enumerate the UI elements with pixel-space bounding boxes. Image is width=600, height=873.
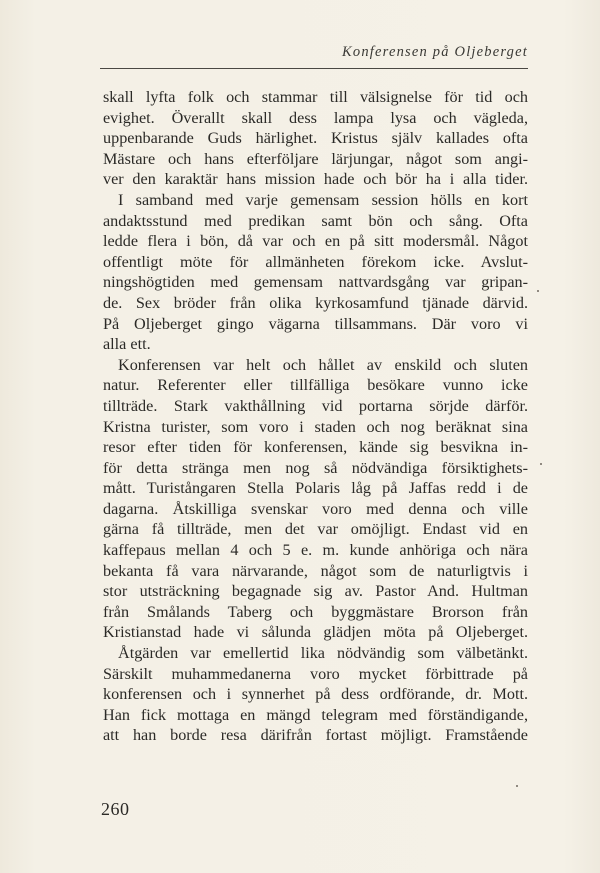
text-line: konferensen och i synnerhet på dess ordförande, dr. Mott. xyxy=(103,685,528,704)
body-text xyxy=(103,87,528,746)
margin-speck xyxy=(516,785,518,787)
text-line: Särskilt muhammedanerna voro mycket förbittrade på xyxy=(103,664,528,683)
page-number: 260 xyxy=(101,799,130,819)
text-line: offentligt möte för allmänheten förekom icke. Avslut- xyxy=(103,252,528,271)
text-line: från Smålands Taberg och byggmästare Brorson från xyxy=(103,602,528,621)
running-head-title: Konferensen på Oljeberget xyxy=(342,44,528,60)
text-line: uppenbarande Guds härlighet. Kristus själv kallades ofta xyxy=(103,129,528,148)
text-line: alla ett. xyxy=(103,335,151,354)
text-line: tillträde. Stark vakthållning vid portarna sörjde därför. xyxy=(103,396,528,415)
text-line: ningshögtiden med gemensam nattvardsgång var gripan- xyxy=(103,273,528,292)
text-line: Kristianstad hade vi sålunda glädjen möta på Oljeberget. xyxy=(103,623,528,642)
text-line: Kristna turister, som voro i staden och nog beräknat sina xyxy=(103,417,528,436)
text-line: evighet. Överallt skall dess lampa lysa och vägleda, xyxy=(103,108,528,127)
text-line: andaktsstund med predikan samt bön och sång. Ofta xyxy=(103,211,528,230)
text-line: ledde flera i bön, då var och en på sitt modersmål. Något xyxy=(103,232,528,251)
text-line: kaffepaus mellan 4 och 5 e. m. kunde anhöriga och nära xyxy=(103,541,528,560)
text-line: Mästare och hans efterföljare lärjungar, något som angi- xyxy=(103,149,528,168)
text-line: för detta stränga men nog så nödvändiga försiktighets- xyxy=(103,458,528,477)
text-line: Konferensen var helt och hållet av enskild och sluten xyxy=(118,355,528,374)
margin-speck xyxy=(540,463,542,465)
text-line: stor utsträckning begagnade sig av. Pastor And. Hultman xyxy=(103,582,528,601)
text-line: skall lyfta folk och stammar till välsignelse för tid och xyxy=(103,88,528,106)
header-rule xyxy=(100,68,528,69)
text-line: gärna få tillträde, men det var omöjligt. Endast vid en xyxy=(103,520,528,539)
text-line: att han borde resa därifrån fortast möjligt. Framstående xyxy=(103,726,528,745)
text-line: På Oljeberget gingo vägarna tillsammans. Där voro vi xyxy=(103,314,528,333)
text-line: I samband med varje gemensam session hölls en kort xyxy=(118,190,528,209)
text-line: bekanta få vara närvarande, något som de naturligtvis i xyxy=(103,561,528,580)
text-line: mått. Turistångaren Stella Polaris låg på Jaffas redd i de xyxy=(103,479,528,498)
text-line: natur. Referenter eller tillfälliga besökare vunno icke xyxy=(103,376,528,395)
margin-speck xyxy=(537,290,539,292)
text-line: ver den karaktär hans mission hade och bör ha i alla tider. xyxy=(103,170,528,189)
text-line: resor efter tiden för konferensen, kände sig besvikna in- xyxy=(103,438,528,457)
text-line: Han fick mottaga en mängd telegram med förständigande, xyxy=(103,705,528,724)
text-line: dagarna. Åtskilliga svenskar voro med denna och ville xyxy=(103,499,528,518)
text-line: Åtgärden var emellertid lika nödvändig som välbetänkt. xyxy=(118,644,528,663)
text-line: de. Sex bröder från olika kyrkosamfund tjänade därvid. xyxy=(103,293,528,312)
